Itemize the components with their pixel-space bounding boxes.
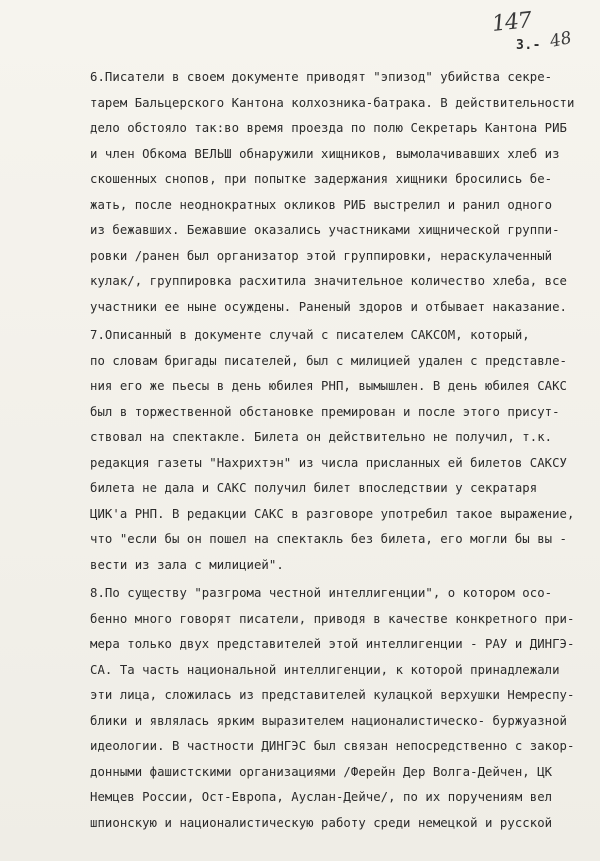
- paragraph-7: [90, 323, 580, 578]
- text-line: и член Обкома ВЕЛЬШ обнаружили хищников, вымолачивавших хлеб из: [90, 146, 560, 161]
- text-line: идеологии. В частности ДИНГЭС был связан непосредственно с закор-: [90, 739, 575, 753]
- typed-page-number: 3.-: [516, 38, 541, 53]
- text-line: скошенных снопов, при попытке задержания хищники бросились бе-: [90, 172, 553, 186]
- handwritten-archive-number: 147: [490, 8, 533, 37]
- text-line: СА. Та часть национальной интеллигенции, к которой принадлежали: [90, 662, 560, 677]
- text-line: Немцев России, Ост-Европа, Ауслан-Дейче/, по их поручениям вел: [90, 790, 553, 804]
- paragraph-8: [90, 581, 580, 836]
- text-line: бенно много говорят писатели, приводя в качестве конкретного при-: [90, 611, 575, 626]
- text-line: шпионскую и националистическую работу среди немецкой и русской: [90, 815, 553, 830]
- handwritten-folio-number: 48: [548, 27, 574, 53]
- text-line: мера только двух представителей этой интеллигенции - РАУ и ДИНГЭ-: [90, 637, 575, 651]
- text-line: по словам бригады писателей, был с милицией удален с представле-: [90, 353, 568, 368]
- text-line: 6.Писатели в своем документе приводят "эпизод" убийства секре-: [90, 70, 553, 84]
- text-line: дело обстояло так:во время проезда по полю Секретарь Кантона РИБ: [90, 121, 568, 135]
- text-line: участники ее ныне осуждены. Раненый здоров и отбывает наказание.: [90, 299, 568, 314]
- text-line: что "если бы он пошел на спектакль без билета, его могли бы вы -: [90, 532, 568, 546]
- text-line: тарем Бальцерского Кантона колхозника-батрака. В действительности: [90, 95, 575, 110]
- text-line: ния его же пьесы в день юбилея РНП, вымышлен. В день юбилея САКС: [90, 379, 568, 393]
- text-line: донными фашистскими организациями /Ферейн Дер Волга-Дейчен, ЦК: [90, 764, 553, 779]
- text-line: ЦИК'а РНП. В редакции САКС в разговоре употребил такое выражение,: [90, 506, 575, 521]
- text-line: 8.По существу "разгрома честной интеллигенции", о котором осо-: [90, 586, 553, 600]
- text-line: эти лица, сложилась из представителей кулацкой верхушки Немреспу-: [90, 688, 575, 702]
- text-line: 7.Описанный в документе случай с писателем САКСОМ, который,: [90, 328, 530, 342]
- text-line: редакция газеты "Нахрихтэн" из числа присланных ей билетов САКСУ: [90, 455, 568, 470]
- text-line: был в торжественной обстановке премирован и после этого присут-: [90, 404, 560, 419]
- text-line: билета не дала и САКС получил билет впоследствии у секратаря: [90, 481, 538, 495]
- text-line: кулак/, группировка расхитила значительное количество хлеба, все: [90, 274, 568, 288]
- text-line: из бежавших. Бежавшие оказались участниками хищнической группи-: [90, 223, 560, 237]
- text-line: ствовал на спектакле. Билета он действительно не получил, т.к.: [90, 430, 553, 444]
- text-line: вести из зала с милицией".: [90, 557, 284, 572]
- text-line: ровки /ранен был организатор этой группировки, нераскулаченный: [90, 248, 553, 263]
- document-body: [90, 65, 580, 836]
- paragraph-6: [90, 65, 580, 320]
- text-line: блики и являлась ярким выразителем националистическо- буржуазной: [90, 713, 568, 728]
- text-line: жать, после неоднократных окликов РИБ выстрелил и ранил одного: [90, 197, 553, 212]
